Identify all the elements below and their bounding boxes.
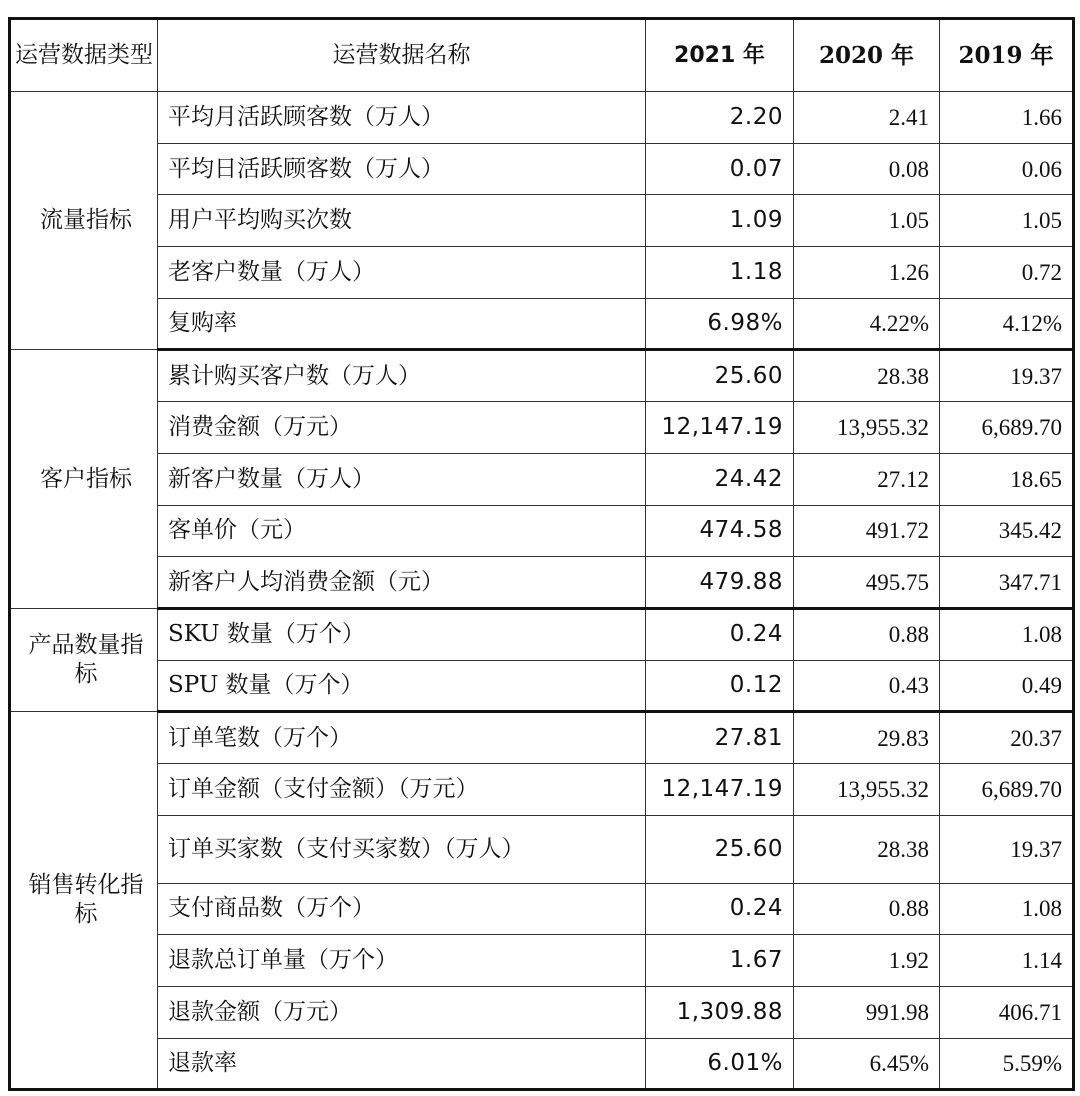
category-cell bbox=[10, 350, 158, 608]
value-2020-cell: 1.26 bbox=[794, 247, 940, 299]
metric-name-cell: 退款总订单量（万个） bbox=[158, 935, 646, 987]
value-2020-cell: 495.75 bbox=[794, 557, 940, 609]
category-label: 客户指标 bbox=[40, 465, 132, 492]
category-label: 销售转化指标 bbox=[28, 872, 144, 928]
value-2019-cell: 345.42 bbox=[940, 505, 1074, 557]
operating-data-table bbox=[8, 17, 1075, 1091]
category-cell bbox=[10, 712, 158, 1090]
table-row bbox=[10, 712, 1074, 764]
metric-name-cell: 订单笔数（万个） bbox=[158, 712, 646, 764]
metric-name-cell: 新客户人均消费金额（元） bbox=[158, 557, 646, 609]
category-cell bbox=[10, 92, 158, 350]
value-2019-cell: 19.37 bbox=[940, 815, 1074, 883]
table-row bbox=[10, 660, 1074, 712]
value-2019-cell: 406.71 bbox=[940, 987, 1074, 1039]
value-2021-cell: 474.58 bbox=[646, 505, 794, 557]
table-row bbox=[10, 987, 1074, 1039]
header-year-2020: 2020 年 bbox=[794, 19, 940, 92]
table-row bbox=[10, 195, 1074, 247]
metric-name-cell: SPU 数量（万个） bbox=[158, 660, 646, 712]
header-year-2021: 2021 年 bbox=[646, 19, 794, 92]
value-2020-cell: 13,955.32 bbox=[794, 402, 940, 454]
value-2019-cell: 6,689.70 bbox=[940, 402, 1074, 454]
value-2020-cell: 6.45% bbox=[794, 1038, 940, 1090]
value-2021-cell: 6.98% bbox=[646, 298, 794, 350]
value-2021-cell: 6.01% bbox=[646, 1038, 794, 1090]
metric-name-cell: 退款金额（万元） bbox=[158, 987, 646, 1039]
value-2021-cell: 2.20 bbox=[646, 92, 794, 144]
value-2021-cell: 1,309.88 bbox=[646, 987, 794, 1039]
value-2021-cell: 0.07 bbox=[646, 143, 794, 195]
value-2019-cell: 1.05 bbox=[940, 195, 1074, 247]
category-cell bbox=[10, 608, 158, 711]
value-2019-cell: 18.65 bbox=[940, 453, 1074, 505]
value-2019-cell: 19.37 bbox=[940, 350, 1074, 402]
value-2020-cell: 28.38 bbox=[794, 815, 940, 883]
value-2019-cell: 0.49 bbox=[940, 660, 1074, 712]
metric-name-cell: 老客户数量（万人） bbox=[158, 247, 646, 299]
value-2019-cell: 1.66 bbox=[940, 92, 1074, 144]
metric-name-cell: 用户平均购买次数 bbox=[158, 195, 646, 247]
table-body bbox=[10, 92, 1074, 1090]
table-row bbox=[10, 350, 1074, 402]
value-2021-cell: 1.18 bbox=[646, 247, 794, 299]
value-2019-cell: 1.08 bbox=[940, 883, 1074, 935]
table-header-row bbox=[10, 19, 1074, 92]
value-2019-cell: 0.06 bbox=[940, 143, 1074, 195]
metric-name-cell: 消费金额（万元） bbox=[158, 402, 646, 454]
table-row bbox=[10, 1038, 1074, 1090]
table-row bbox=[10, 557, 1074, 609]
value-2021-cell: 1.09 bbox=[646, 195, 794, 247]
value-2020-cell: 0.88 bbox=[794, 608, 940, 660]
header-data-name: 运营数据名称 bbox=[158, 19, 646, 92]
table-row bbox=[10, 935, 1074, 987]
metric-name-cell: 客单价（元） bbox=[158, 505, 646, 557]
value-2020-cell: 991.98 bbox=[794, 987, 940, 1039]
value-2021-cell: 27.81 bbox=[646, 712, 794, 764]
value-2021-cell: 0.24 bbox=[646, 883, 794, 935]
metric-name-cell: SKU 数量（万个） bbox=[158, 608, 646, 660]
metric-name-cell: 订单金额（支付金额）（万元） bbox=[158, 763, 646, 815]
value-2020-cell: 0.08 bbox=[794, 143, 940, 195]
value-2021-cell: 1.67 bbox=[646, 935, 794, 987]
value-2020-cell: 13,955.32 bbox=[794, 763, 940, 815]
table-row bbox=[10, 763, 1074, 815]
value-2019-cell: 1.08 bbox=[940, 608, 1074, 660]
value-2021-cell: 24.42 bbox=[646, 453, 794, 505]
table-row bbox=[10, 883, 1074, 935]
value-2020-cell: 28.38 bbox=[794, 350, 940, 402]
metric-name-cell: 退款率 bbox=[158, 1038, 646, 1090]
value-2020-cell: 491.72 bbox=[794, 505, 940, 557]
value-2020-cell: 27.12 bbox=[794, 453, 940, 505]
metric-name-cell: 新客户数量（万人） bbox=[158, 453, 646, 505]
value-2019-cell: 5.59% bbox=[940, 1038, 1074, 1090]
header-year-2019: 2019 年 bbox=[940, 19, 1074, 92]
metric-name-cell: 平均月活跃顾客数（万人） bbox=[158, 92, 646, 144]
metric-name-cell: 复购率 bbox=[158, 298, 646, 350]
value-2019-cell: 0.72 bbox=[940, 247, 1074, 299]
value-2020-cell: 1.92 bbox=[794, 935, 940, 987]
category-label: 流量指标 bbox=[40, 207, 132, 234]
value-2020-cell: 29.83 bbox=[794, 712, 940, 764]
table-row bbox=[10, 453, 1074, 505]
metric-name-cell: 平均日活跃顾客数（万人） bbox=[158, 143, 646, 195]
metric-name-cell: 订单买家数（支付买家数）（万人） bbox=[158, 815, 646, 883]
value-2020-cell: 2.41 bbox=[794, 92, 940, 144]
table-row bbox=[10, 608, 1074, 660]
value-2021-cell: 479.88 bbox=[646, 557, 794, 609]
table-row bbox=[10, 247, 1074, 299]
value-2021-cell: 25.60 bbox=[646, 815, 794, 883]
value-2020-cell: 0.88 bbox=[794, 883, 940, 935]
value-2019-cell: 4.12% bbox=[940, 298, 1074, 350]
operating-data-table-container bbox=[8, 17, 1075, 1091]
value-2019-cell: 20.37 bbox=[940, 712, 1074, 764]
value-2021-cell: 0.12 bbox=[646, 660, 794, 712]
value-2021-cell: 12,147.19 bbox=[646, 763, 794, 815]
table-row bbox=[10, 505, 1074, 557]
value-2019-cell: 1.14 bbox=[940, 935, 1074, 987]
metric-name-cell: 支付商品数（万个） bbox=[158, 883, 646, 935]
value-2021-cell: 12,147.19 bbox=[646, 402, 794, 454]
value-2019-cell: 6,689.70 bbox=[940, 763, 1074, 815]
table-row bbox=[10, 298, 1074, 350]
category-label: 产品数量指标 bbox=[28, 632, 144, 688]
value-2020-cell: 0.43 bbox=[794, 660, 940, 712]
value-2020-cell: 1.05 bbox=[794, 195, 940, 247]
value-2020-cell: 4.22% bbox=[794, 298, 940, 350]
value-2021-cell: 25.60 bbox=[646, 350, 794, 402]
table-row bbox=[10, 402, 1074, 454]
value-2021-cell: 0.24 bbox=[646, 608, 794, 660]
value-2019-cell: 347.71 bbox=[940, 557, 1074, 609]
table-row bbox=[10, 92, 1074, 144]
table-row bbox=[10, 143, 1074, 195]
metric-name-cell: 累计购买客户数（万人） bbox=[158, 350, 646, 402]
header-data-type: 运营数据类型 bbox=[10, 19, 158, 92]
table-row bbox=[10, 815, 1074, 883]
